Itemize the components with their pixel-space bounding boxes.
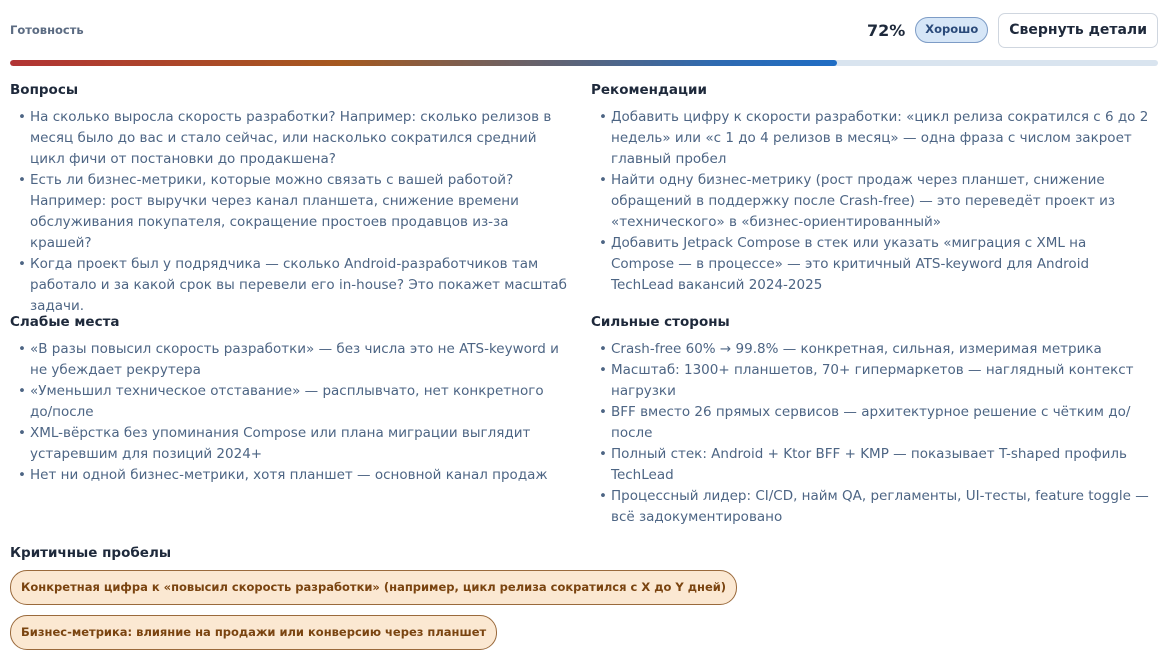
recommendations-title: Рекомендации: [591, 82, 707, 98]
list-item: • На сколько выросла скорость разработки? Например: сколько релизов в месяц было до вас и стало сейчас, или насколько сократился средний цикл фичи от постановки до продакшена?: [10, 107, 570, 170]
list-item: • Найти одну бизнес-метрику (рост продаж через планшет, снижение обращений в поддержку после Crash-free) — это переведёт проект из «технического» в «бизнес-ориентированный»: [591, 170, 1151, 233]
critical-gaps-section: [10, 545, 737, 660]
weaknesses-section: [10, 314, 570, 486]
weaknesses-title: Слабые места: [10, 314, 120, 330]
strengths-section: [591, 314, 1151, 528]
recommendations-list: [591, 107, 1151, 296]
critical-gaps-list: [10, 570, 737, 660]
readiness-label: Готовность: [10, 23, 84, 37]
list-item: • Когда проект был у подрядчика — сколько Android-разработчиков там работало и за какой срок вы перевели его in-house? Это покажет масштаб задачи.: [10, 254, 570, 317]
questions-section: [10, 82, 570, 317]
readiness-progress-bar: [10, 60, 1158, 66]
strengths-list: [591, 339, 1151, 528]
list-item: • Масштаб: 1300+ планшетов, 70+ гипермаркетов — наглядный контекст нагрузки: [591, 360, 1151, 402]
gap-pill: Бизнес-метрика: влияние на продажи или конверсию через планшет: [10, 615, 497, 650]
list-item: • «Уменьшил техническое отставание» — расплывчато, нет конкретного до/после: [10, 381, 570, 423]
list-item: • Есть ли бизнес-метрики, которые можно связать с вашей работой? Например: рост выручки через канал планшета, снижение времени обслуживания покупателя, сокращение простоев продавцов из-за крашей?: [10, 170, 570, 254]
strengths-title: Сильные стороны: [591, 314, 730, 330]
header-right: [867, 13, 1158, 48]
readiness-progress-fill: [10, 60, 837, 66]
list-item: • Полный стек: Android + Ktor BFF + KMP — показывает T-shaped профиль TechLead: [591, 444, 1151, 486]
weaknesses-list: [10, 339, 570, 486]
gap-pill: Конкретная цифра к «повысил скорость разработки» (например, цикл релиза сократился с X до Y дней): [10, 570, 737, 605]
list-item: • XML-вёрстка без упоминания Compose или плана миграции выглядит устаревшим для позиций 2024+: [10, 423, 570, 465]
list-item: • Добавить Jetpack Compose в стек или указать «миграция с XML на Compose — в процессе» — это критичный ATS-keyword для Android TechLead вакансий 2024-2025: [591, 233, 1151, 296]
critical-gaps-title: Критичные пробелы: [10, 545, 172, 561]
recommendations-section: [591, 82, 1151, 296]
list-item: • «В разы повысил скорость разработки» — без числа это не ATS-keyword и не убеждает рекрутера: [10, 339, 570, 381]
questions-title: Вопросы: [10, 82, 79, 98]
list-item: • BFF вместо 26 прямых сервисов — архитектурное решение с чётким до/после: [591, 402, 1151, 444]
questions-list: [10, 107, 570, 317]
readiness-percent: 72%: [866, 20, 906, 40]
grade-badge: Хорошо: [915, 17, 988, 43]
list-item: • Нет ни одной бизнес-метрики, хотя планшет — основной канал продаж: [10, 465, 570, 486]
list-item: • Процессный лидер: CI/CD, найм QA, регламенты, UI-тесты, feature toggle — всё задокументировано: [591, 486, 1151, 528]
header: [10, 12, 1158, 48]
list-item: • Добавить цифру к скорости разработки: «цикл релиза сократился с 6 до 2 недель» или «с 1 до 4 релизов в месяц» — одна фраза с числом закроет главный пробел: [591, 107, 1151, 170]
collapse-details-button[interactable]: Свернуть детали: [998, 13, 1158, 48]
list-item: • Crash-free 60% → 99.8% — конкретная, сильная, измеримая метрика: [591, 339, 1151, 360]
